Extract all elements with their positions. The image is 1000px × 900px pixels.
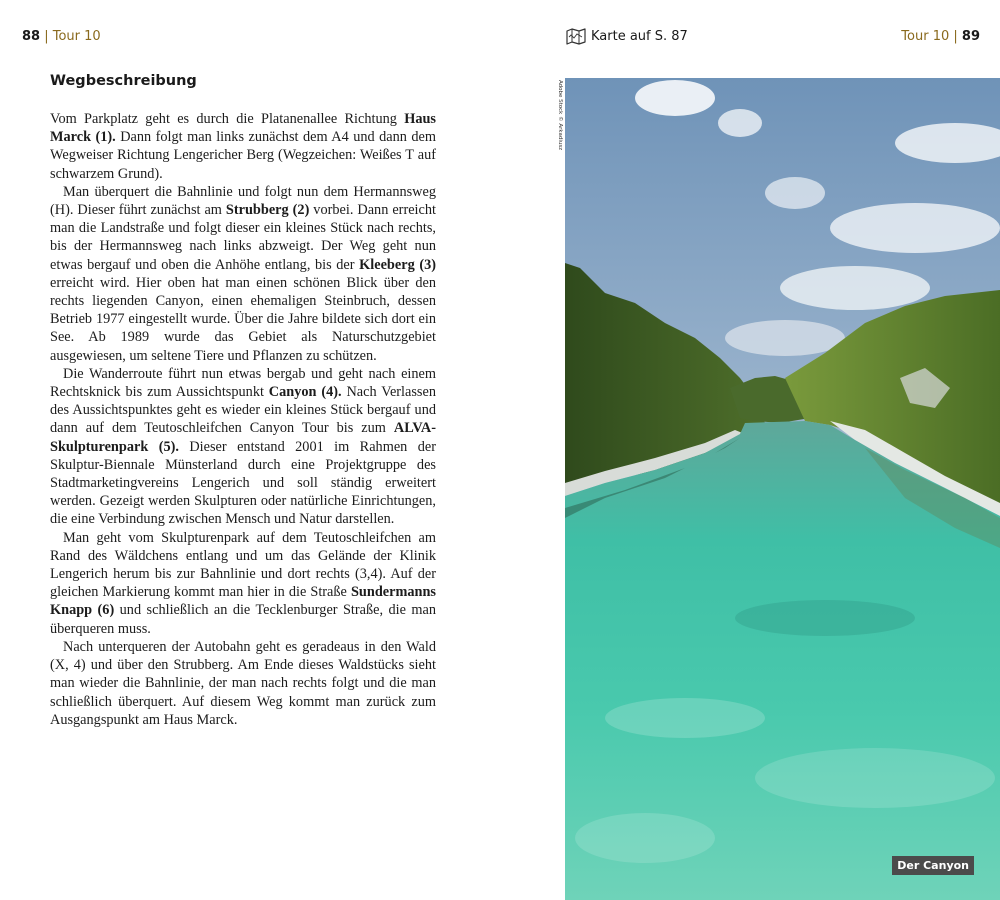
canyon-photo [565,78,1000,900]
photo-credit [553,80,565,155]
paragraph [50,638,436,729]
paragraph-text: vorbei. Dann erreicht man die Landstraße und folgt dieser ein kleines Stück nach rechts, bis der Hermannsweg nach links abzweigt. Der Weg geht nun etwas bergauf und oben die Anhöhe entlang, bis der [50,202,436,273]
paragraph [50,110,436,183]
map-reference[interactable] [566,28,688,45]
waypoint-label: Sundermanns Knapp (6) [50,584,436,619]
left-page-number: 88 [22,29,41,44]
waypoint-label: Canyon (4). [268,384,342,401]
paragraph-text: Vom Parkplatz geht es durch die Platanenallee Richtung [50,111,405,127]
waypoint-label: Haus Marck (1). [50,111,436,146]
paragraph-text: Die Wanderroute führt nun etwas bergab und geht nach einem Rechtsknick bis zum Aussichtspunkt [50,365,436,401]
paragraph [50,529,436,638]
paragraph-text: Dieser entstand 2001 im Rahmen der Skulptur-Biennale Münsterland durch eine Projektgruppe des Stadtmarketingvereins Lengerich und soll ständig erweitert werden. Gezeigt werden Skulpturen oder natürliche Einrichtungen, die eine Verbindung zwischen Mensch und Natur darstellen. [50,438,436,528]
waypoint-label: Kleeberg (3) [359,256,436,273]
paragraph-text: und schließlich an die Tecklenburger Straße, die man überqueren muss. [50,602,437,637]
paragraph-text: Man überquert die Bahnlinie und folgt nun dem Hermannsweg (H). Dieser führt zunächst am [50,183,436,219]
right-page-number: 89 [961,29,980,44]
waypoint-label: ALVA-Skulpturenpark (5). [50,420,436,455]
section-heading: Wegbeschreibung [50,73,197,89]
photo-credit-text: Adobe Stock © Arkadiusz [557,80,563,151]
photo-caption: Der Canyon [892,856,974,875]
map-reference-text: Karte auf S. 87 [591,29,688,44]
paragraph-text: Nach Verlassen des Aussichtspunktes geht es wieder ein kleines Stück bergauf und dann auf dem Teutoschleifchen Canyon Tour bis zum [50,384,436,437]
waypoint-label: Strubberg (2) [225,202,310,219]
route-description [50,110,436,729]
right-page-header [901,29,980,45]
paragraph-text: erreicht wird. Hier oben hat man einen schönen Blick über den rechts liegenden Canyon, einen ehemaligen Steinbruch, dessen Betrieb 1977 eingestellt wurde. Über die Jahre bildete sich dort ein See. Ab 1989 wurde das Gebiet als Naturschutzgebiet ausgewiesen, um seltene Tiere und Pflanzen zu schützen. [50,274,436,364]
folded-map-icon [566,28,586,45]
right-tour-label: Tour 10 | [901,29,958,44]
paragraph-text: Dann folgt man links zunächst dem A4 und dann dem Wegweiser Richtung Lengericher Berg (Wegzeichen: Weißes T auf schwarzem Grund). [50,129,436,182]
paragraph-text: Nach unterqueren der Autobahn geht es geradeaus in den Wald (X, 4) und über den Strubberg. Am Ende dieses Waldstücks sieht man wieder die Bahnlinie, der man nach rechts folgt und die man schließlich überquert. Auf diesem Weg kommt man zurück zum Ausgangspunkt am Haus Marck. [50,638,436,728]
paragraph [50,183,436,365]
left-page-header [22,29,101,45]
left-tour-label: | Tour 10 [44,29,101,44]
paragraph [50,365,436,529]
paragraph-text: Man geht vom Skulpturenpark auf dem Teutoschleifchen am Rand des Wäldchens entlang und um das Gelände der Klinik Lengerich herum bis zur Bahnlinie und dort rechts (3,4). Auf der gleichen Markierung kommt man hier in die Straße [50,529,436,601]
